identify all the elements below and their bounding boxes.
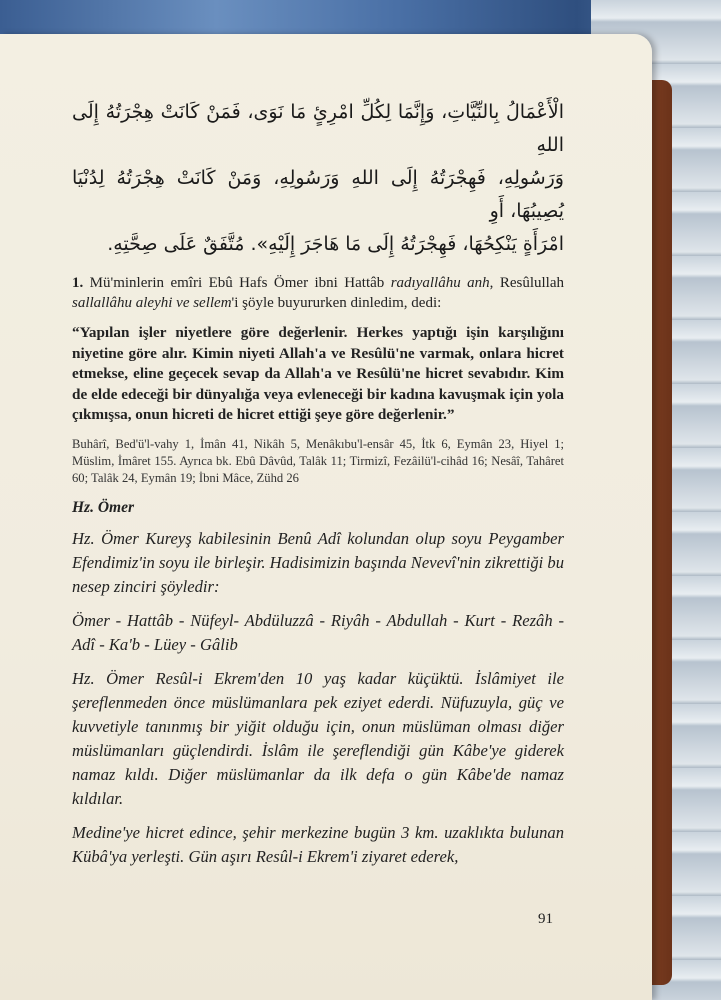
page-content: [72, 96, 564, 879]
hadith-quote: “Yapılan işler niyetlere göre değerlenir. Herkes yaptığı işin karşılığını niyetine göre alır. Kimin niyeti Allah'a ve Resûlü'ne varmak, onlara hicret etmekse, eline geçecek sevap da Allah'a ve Resûlü'ne hicret sevabıdır. Kim de elde edeceği bir dünyalığa veya evleneceği bir kadına kavuşmak için yola çıkmışsa, onun hicreti de hicret ettiği şeye göre değerlenir.”: [72, 324, 564, 423]
arabic-line: وَرَسُولِهِ، فَهِجْرَتُهُ إِلَى اللهِ وَرَسُولِهِ، وَمَنْ كَانَتْ هِجْرَتُهُ لِدُنْيَا يُصِيبُهَا، أَوِ: [72, 167, 564, 222]
page-number: 91: [538, 911, 553, 927]
book-page: [0, 34, 652, 1000]
section-paragraph: Hz. Ömer Resûl-i Ekrem'den 10 yaş kadar küçüktü. İslâmiyet ile şereflenmeden önce müslümanlara pek eziyet ederdi. Nüfuzuyla, güç ve kuvvetiyle tanınmış bir yiğit olduğu için, onun müslüman olması diğer müslümanları güçlendirdi. İslâm ile şereflendiği gün Kâbe'ye giderek namaz kıldı. Diğer müslümanlar da ilk defa o gün Kâbe'de namaz kıldılar.: [72, 668, 564, 808]
arabic-line: امْرَأَةٍ يَنْكِحُهَا، فَهِجْرَتُهُ إِلَى مَا هَاجَرَ إِلَيْهِ». مُتَّفَقٌ عَلَى صِحَّتِهِ.: [107, 233, 564, 255]
lineage-chain: Ömer - Hattâb - Nüfeyl- Abdüluzzâ - Riyâh - Abdullah - Kurt - Rezâh - Adî - Ka'b - Lüey - Gâlib: [72, 610, 564, 654]
hadith-references: Buhârî, Bed'ü'l-vahy 1, İmân 41, Nikâh 5, Menâkıbu'l-ensâr 45, İtk 6, Eymân 23, Hiyel 1; Müslim, İmâret 155. Ayrıca bk. Ebû Dâvûd, Talâk 11; Tirmizî, Fezâilü'l-cihâd 16; Nesâî, Tahâret 60; Talâk 24, Eymân 19; İbni Mâce, Zühd 26: [72, 436, 564, 485]
section-paragraph: Medine'ye hicret edince, şehir merkezine bugün 3 km. uzaklıkta bulunan Kübâ'ya yerleşti. Gün aşırı Resûl-i Ekrem'i ziyaret ederek,: [72, 822, 564, 866]
hadith-number: 1.: [72, 275, 84, 291]
arabic-hadith-text: [72, 96, 564, 261]
intro-text: Mü'minlerin emîri Ebû Hafs Ömer ibni Hattâb: [83, 275, 391, 291]
section-paragraph: Hz. Ömer Kureyş kabilesinin Benû Adî kolundan olup soyu Peygamber Efendimiz'in soyu ile birleşir. Hadisimizin başında Nevevî'nin zikrettiği bu nesep zinciri şöyledir:: [72, 528, 564, 596]
hadith-intro: [72, 273, 564, 313]
arabic-line: الْأَعْمَالُ بِالنِّيَّاتِ، وَإِنَّمَا لِكُلِّ امْرِئٍ مَا نَوَى، فَمَنْ كَانَتْ هِجْرَتُهُ إِلَى اللهِ: [72, 101, 564, 156]
intro-italic: sallallâhu aleyhi ve sellem: [72, 295, 232, 311]
intro-italic: radıyallâhu anh: [390, 275, 490, 291]
section-heading: Hz. Ömer: [72, 498, 134, 516]
intro-text: 'i şöyle buyururken dinledim, dedi:: [231, 295, 442, 311]
intro-text: , Resûlullah: [489, 275, 564, 291]
